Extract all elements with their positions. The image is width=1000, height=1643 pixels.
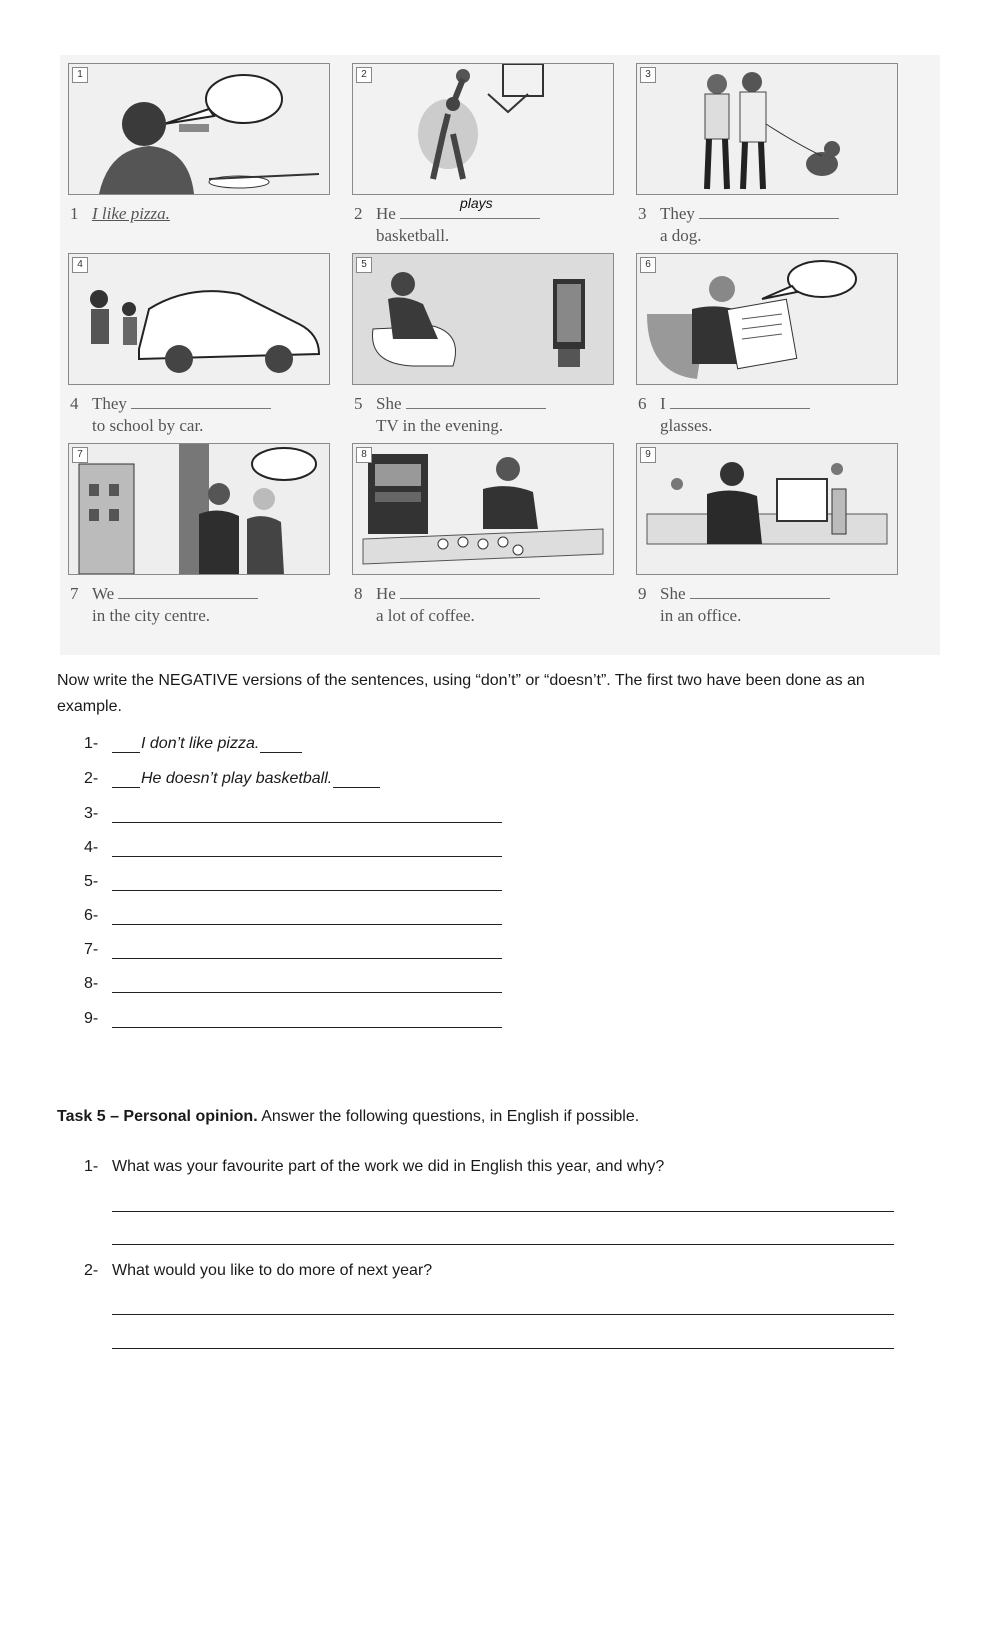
picture-panel-7 (68, 443, 330, 639)
caption-3: 3 They a dog. (638, 203, 896, 247)
picture-number: 1 (72, 67, 88, 83)
picture-grid (60, 55, 940, 655)
illustration-man-eating-pizza (68, 63, 330, 195)
caption-4: 4 They to school by car. (70, 393, 328, 437)
caption-2: 2 He basketball. (354, 203, 612, 247)
answer-line[interactable]: 6- (84, 907, 524, 931)
picture-panel-2 (352, 63, 614, 259)
picture-number: 8 (356, 447, 372, 463)
picture-panel-6 (636, 253, 898, 449)
caption-7: 7 We in the city centre. (70, 583, 328, 627)
caption-9: 9 She in an office. (638, 583, 896, 627)
answer-line[interactable]: 3- (84, 805, 524, 829)
answer-blank (118, 584, 258, 599)
caption-1: 1 I like pizza. (70, 204, 170, 223)
handwritten-answer: plays (460, 195, 493, 211)
answer-line[interactable]: 1- I don’t like pizza. (84, 735, 524, 759)
question-2: 2- What would you like to do more of next year? (84, 1262, 433, 1279)
answer-blank (699, 204, 839, 219)
write-line[interactable] (112, 1244, 894, 1245)
answer-line[interactable]: 4- (84, 839, 524, 863)
illustration-woman-watching-tv (352, 253, 614, 385)
picture-panel-1 (68, 63, 330, 259)
write-line[interactable] (112, 1314, 894, 1315)
illustration-woman-in-office (636, 443, 898, 575)
picture-panel-5 (352, 253, 614, 449)
picture-panel-4 (68, 253, 330, 449)
picture-number: 3 (640, 67, 656, 83)
illustration-man-reading-newspaper (636, 253, 898, 385)
write-line[interactable] (112, 1348, 894, 1349)
picture-panel-3 (636, 63, 898, 259)
illustration-couple-city-office (68, 443, 330, 575)
illustration-basketball-player (352, 63, 614, 195)
question-1: 1- What was your favourite part of the work we did in English this year, and why? (84, 1158, 665, 1175)
picture-number: 7 (72, 447, 88, 463)
answer-blank (406, 394, 546, 409)
answer-blank (690, 584, 830, 599)
caption-5: 5 She TV in the evening. (354, 393, 612, 437)
picture-panel-9 (636, 443, 898, 639)
caption-8: 8 He a lot of coffee. (354, 583, 612, 627)
picture-number: 9 (640, 447, 656, 463)
answer-blank (400, 584, 540, 599)
answer-blank (131, 394, 271, 409)
answer-line[interactable]: 2- He doesn’t play basketball. (84, 770, 524, 794)
write-line[interactable] (112, 1211, 894, 1212)
picture-number: 6 (640, 257, 656, 273)
picture-panel-8 (352, 443, 614, 639)
negative-instruction: Now write the NEGATIVE versions of the sentences, using “don’t” or “doesn’t”. The first two have been done as an example. (57, 672, 865, 715)
caption-6: 6 I glasses. (638, 393, 896, 437)
answer-line[interactable]: 9- (84, 1010, 524, 1034)
answer-line[interactable]: 7- (84, 941, 524, 965)
illustration-couple-with-dog (636, 63, 898, 195)
answer-line[interactable]: 5- (84, 873, 524, 897)
picture-number: 4 (72, 257, 88, 273)
picture-number: 2 (356, 67, 372, 83)
illustration-family-car (68, 253, 330, 385)
illustration-man-drinking-coffee (352, 443, 614, 575)
picture-number: 5 (356, 257, 372, 273)
answer-blank (670, 394, 810, 409)
answer-line[interactable]: 8- (84, 975, 524, 999)
task5-heading: Task 5 – Personal opinion. Answer the following questions, in English if possible. (57, 1108, 640, 1125)
